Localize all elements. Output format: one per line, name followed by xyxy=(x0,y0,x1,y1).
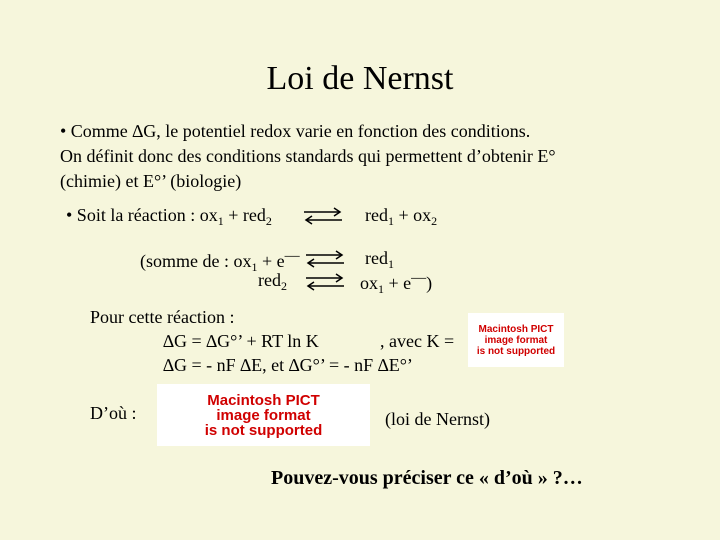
reaction-left: • Soit la réaction : $ox_1 + red_2$ xyxy=(66,205,272,228)
half-reaction-2-left: red$_2$ xyxy=(258,270,287,293)
equation-1-suffix: , avec K = xyxy=(380,331,455,351)
half-reaction-1-left: (somme de : $ox_1 + e^—$ xyxy=(140,248,300,274)
equilibrium-arrows-icon xyxy=(306,273,344,291)
paragraph-line-2: On définit donc des conditions standards qui permettent d’obtenir E° xyxy=(60,146,556,166)
equation-1: ∆G = ∆G°’ + RT ln K xyxy=(163,331,319,351)
equilibrium-arrows-icon xyxy=(304,207,342,225)
paragraph-line-3: (chimie) et E°’ (biologie) xyxy=(60,171,242,191)
half-reaction-1-right: red$_1$ xyxy=(365,248,394,271)
nernst-law-label: (loi de Nernst) xyxy=(385,409,490,429)
half-reaction-2-right: $ox_1 + e^—$) xyxy=(360,270,433,296)
reaction-right: $red_1 + ox_2$ xyxy=(365,205,438,228)
pict-placeholder-nernst: Macintosh PICT image format is not supported xyxy=(157,384,370,446)
paragraph-line-1: • Comme ∆G, le potentiel redox varie en fonction des conditions. xyxy=(60,121,531,141)
equations-intro: Pour cette réaction : xyxy=(90,307,235,327)
closing-question: Pouvez-vous préciser ce « d’où » ?… xyxy=(271,467,583,489)
equation-2: ∆G = - nF ∆E, et ∆G°’ = - nF ∆E°’ xyxy=(163,355,413,375)
slide-title: Loi de Nernst xyxy=(266,60,454,97)
pict-placeholder-k: Macintosh PICT image format is not supported xyxy=(468,313,564,367)
equilibrium-arrows-icon xyxy=(306,250,344,268)
conclusion-label: D’où : xyxy=(90,403,137,423)
